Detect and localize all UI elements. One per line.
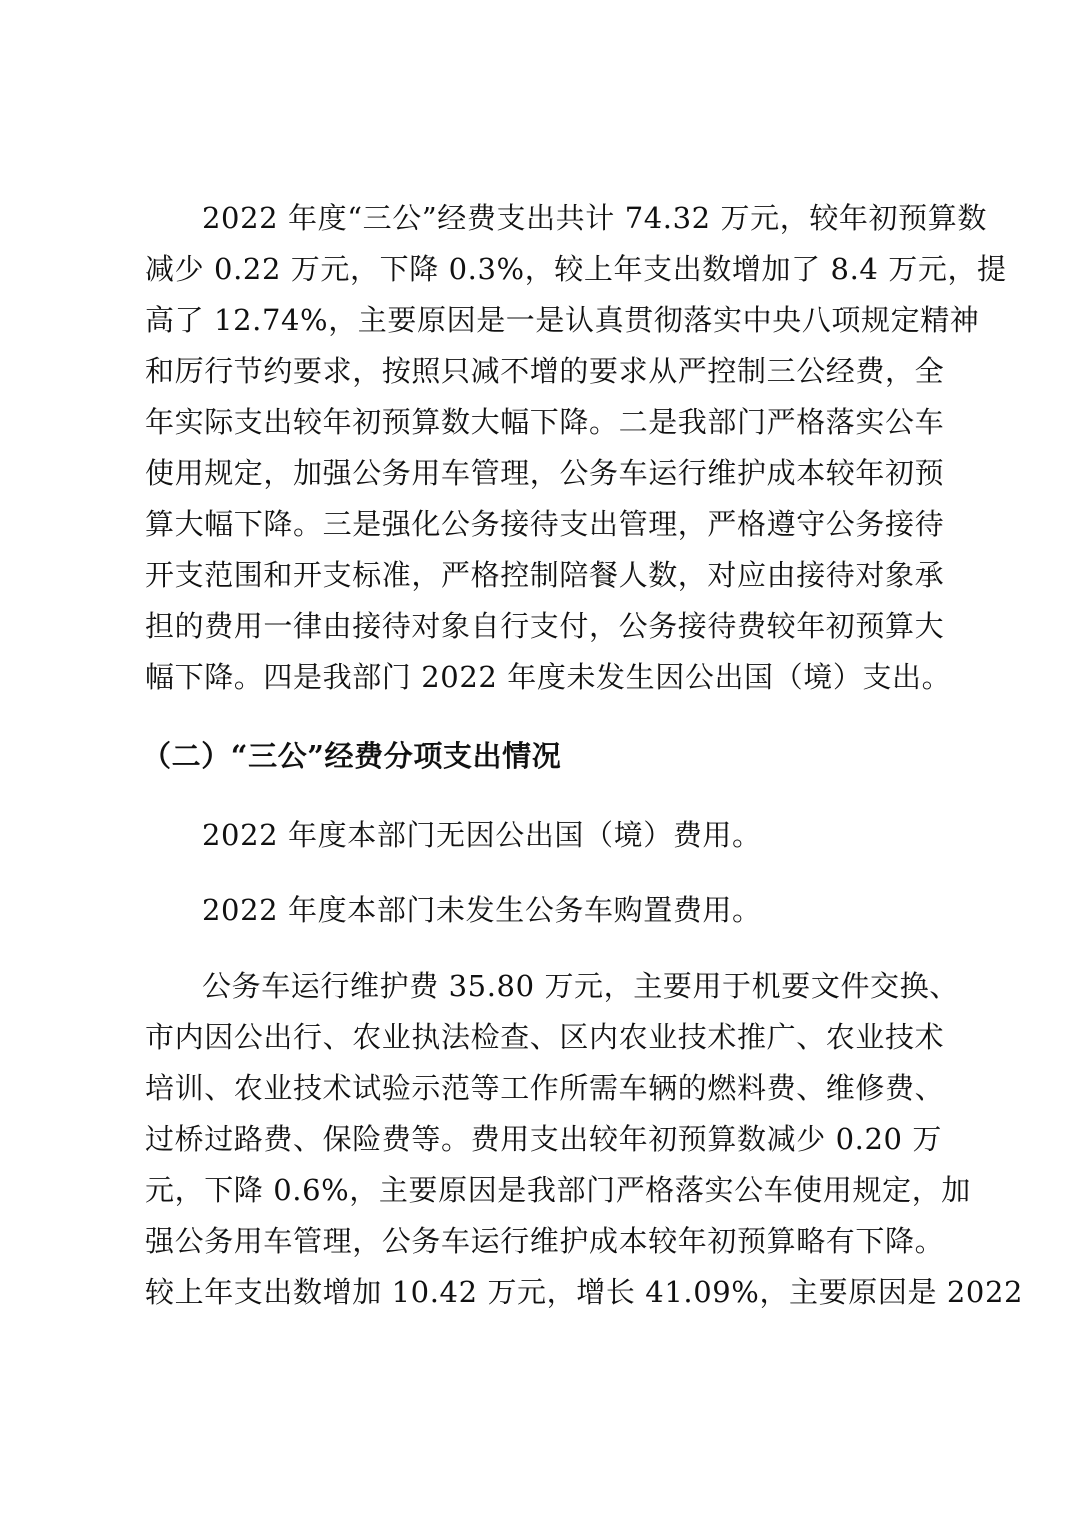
paragraph-4-line-3: 培训、农业技术试验示范等工作所需车辆的燃料费、维修费、 bbox=[145, 1071, 945, 1105]
paragraph-1-line-8: 开支范围和开支标准，严格控制陪餐人数，对应由接待对象承 bbox=[145, 558, 945, 592]
paragraph-4-line-6: 强公务用车管理，公务车运行维护成本较年初预算略有下降。 bbox=[145, 1224, 945, 1258]
paragraph-1-line-5: 年实际支出较年初预算数大幅下降。二是我部门严格落实公车 bbox=[145, 405, 945, 439]
section-heading: （二）“三公”经费分项支出情况 bbox=[142, 739, 562, 773]
paragraph-1-line-9: 担的费用一律由接待对象自行支付，公务接待费较年初预算大 bbox=[145, 609, 945, 643]
paragraph-4-line-2: 市内因公出行、农业执法检查、区内农业技术推广、农业技术 bbox=[145, 1020, 945, 1054]
paragraph-1-line-7: 算大幅下降。三是强化公务接待支出管理，严格遵守公务接待 bbox=[145, 507, 945, 541]
paragraph-3: 2022 年度本部门未发生公务车购置费用。 bbox=[202, 893, 762, 927]
paragraph-1-line-6: 使用规定，加强公务用车管理，公务车运行维护成本较年初预 bbox=[145, 456, 945, 490]
paragraph-4-line-1: 公务车运行维护费 35.80 万元，主要用于机要文件交换、 bbox=[202, 969, 959, 1003]
paragraph-1-line-4: 和厉行节约要求，按照只减不增的要求从严控制三公经费，全 bbox=[145, 354, 945, 388]
paragraph-1-line-3: 高了 12.74%，主要原因是一是认真贯彻落实中央八项规定精神 bbox=[145, 303, 980, 337]
paragraph-1-line-2: 减少 0.22 万元，下降 0.3%，较上年支出数增加了 8.4 万元，提 bbox=[145, 252, 1007, 286]
paragraph-2: 2022 年度本部门无因公出国（境）费用。 bbox=[202, 818, 762, 852]
paragraph-4-line-5: 元，下降 0.6%，主要原因是我部门严格落实公车使用规定，加 bbox=[145, 1173, 971, 1207]
paragraph-1-line-10: 幅下降。四是我部门 2022 年度未发生因公出国（境）支出。 bbox=[145, 660, 952, 694]
paragraph-1-line-1: 2022 年度“三公”经费支出共计 74.32 万元，较年初预算数 bbox=[202, 201, 987, 235]
paragraph-4-line-7: 较上年支出数增加 10.42 万元，增长 41.09%，主要原因是 2022 bbox=[145, 1275, 1024, 1309]
paragraph-4-line-4: 过桥过路费、保险费等。费用支出较年初预算数减少 0.20 万 bbox=[145, 1122, 943, 1156]
